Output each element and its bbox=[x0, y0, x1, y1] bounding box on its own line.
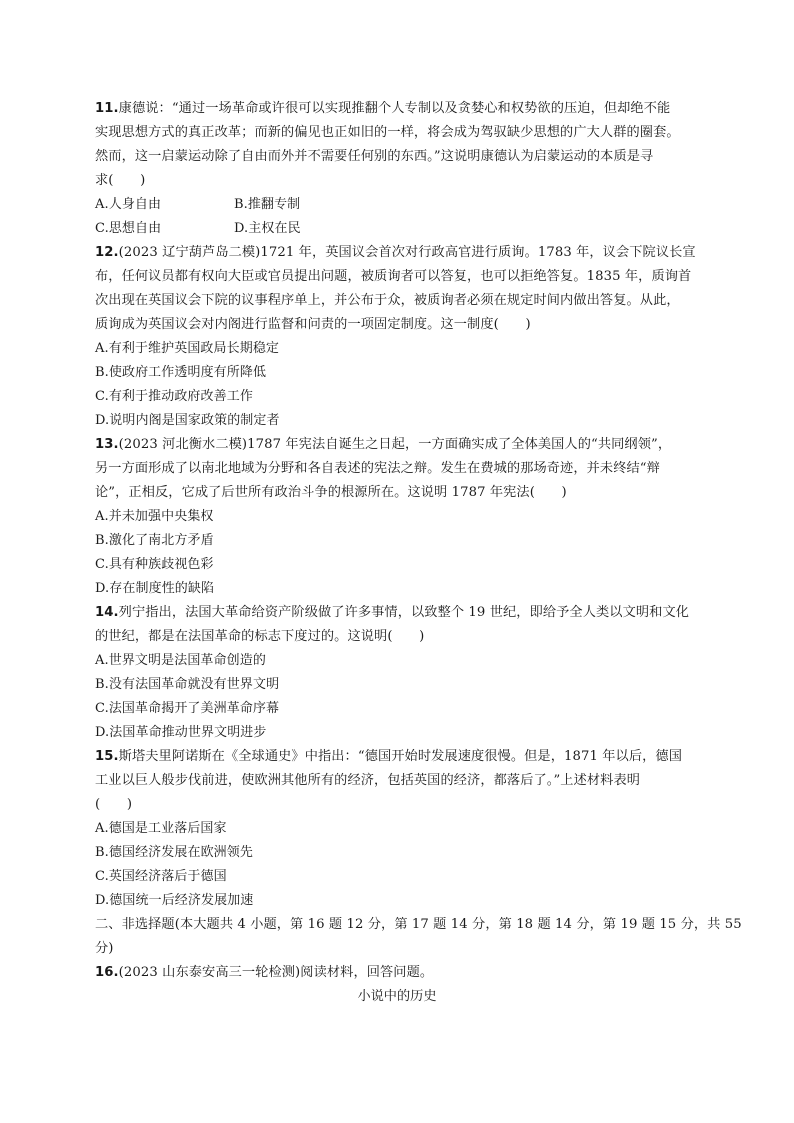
q11-options-row-2 bbox=[95, 217, 301, 241]
q14-option-d[interactable]: D.法国革命推动世界文明进步 bbox=[95, 725, 267, 740]
q16-material-title: 小说中的历史 bbox=[357, 989, 437, 1004]
q11-option-a[interactable]: A.人身自由 bbox=[95, 197, 162, 212]
q13-line-3: 论”，正相反，它成了后世所有政治斗争的根源所在。这说明 1787 年宪法( ) bbox=[95, 485, 567, 500]
q12-line-3: 次出现在英国议会下院的议事程序单上，并公布于众，被质询者必须在规定时间内做出答复。从此， bbox=[95, 293, 680, 308]
q16-number: 16. bbox=[95, 965, 119, 980]
q15-line-3: ( ) bbox=[95, 797, 133, 812]
q11-line-1: 11.康德说：“通过一场革命或许很可以实现推翻个人专制以及贪婪心和权势欲的压迫，但却绝不能 bbox=[95, 101, 671, 116]
q11-line-4: 求( ) bbox=[95, 173, 146, 188]
section-2-heading-line-2: 分) bbox=[95, 941, 114, 956]
q16-line-1: 16.(2023 山东泰安高三一轮检测)阅读材料，回答问题。 bbox=[95, 965, 434, 980]
q15-option-c[interactable]: C.英国经济落后于德国 bbox=[95, 869, 227, 884]
q12-line-1: 12.(2023 辽宁葫芦岛二模)1721 年，英国议会首次对行政高官进行质询。1783 年，议会下院议长宣 bbox=[95, 245, 696, 260]
q11-line-3: 然而，这一启蒙运动除了自由而外并不需要任何别的东西。”这说明康德认为启蒙运动的本质是寻 bbox=[95, 149, 654, 164]
q12-option-a[interactable]: A.有利于维护英国政局长期稳定 bbox=[95, 341, 280, 356]
q12-line-4: 质询成为英国议会对内阁进行监督和问责的一项固定制度。这一制度( ) bbox=[95, 317, 531, 332]
q15-option-d[interactable]: D.德国统一后经济发展加速 bbox=[95, 893, 254, 908]
q13-number: 13. bbox=[95, 437, 119, 452]
q14-option-a[interactable]: A.世界文明是法国革命创造的 bbox=[95, 653, 266, 668]
q13-option-d[interactable]: D.存在制度性的缺陷 bbox=[95, 581, 215, 596]
section-2-heading-line-1: 二、非选择题(本大题共 4 小题，第 16 题 12 分，第 17 题 14 分，第 18 题 14 分，第 19 题 15 分，共 55 bbox=[95, 917, 742, 932]
q15-option-b[interactable]: B.德国经济发展在欧洲领先 bbox=[95, 845, 253, 860]
q14-option-c[interactable]: C.法国革命揭开了美洲革命序幕 bbox=[95, 701, 280, 716]
q11-number: 11. bbox=[95, 101, 119, 116]
q14-number: 14. bbox=[95, 605, 119, 620]
q14-option-b[interactable]: B.没有法国革命就没有世界文明 bbox=[95, 677, 280, 692]
q15-option-a[interactable]: A.德国是工业落后国家 bbox=[95, 821, 227, 836]
q12-number: 12. bbox=[95, 245, 119, 260]
q15-number: 15. bbox=[95, 749, 119, 764]
q11-option-c[interactable]: C.思想自由 bbox=[95, 221, 162, 236]
q11-option-d[interactable]: D.主权在民 bbox=[234, 221, 301, 236]
q12-option-b[interactable]: B.使政府工作透明度有所降低 bbox=[95, 365, 267, 380]
q13-line-2: 另一方面形成了以南北地域为分野和各自表述的宪法之辩。发生在费城的那场奇迹，并未终结“辩 bbox=[95, 461, 660, 476]
q13-option-b[interactable]: B.激化了南北方矛盾 bbox=[95, 533, 214, 548]
q14-line-2: 的世纪，都是在法国革命的标志下度过的。这说明( ) bbox=[95, 629, 425, 644]
q12-option-d[interactable]: D.说明内阁是国家政策的制定者 bbox=[95, 413, 280, 428]
q15-line-1: 15.斯塔夫里阿诺斯在《全球通史》中指出：“德国开始时发展速度很慢。但是，1871 年以后，德国 bbox=[95, 749, 682, 764]
q13-option-a[interactable]: A.并未加强中央集权 bbox=[95, 509, 214, 524]
q14-line-1: 14.列宁指出，法国大革命给资产阶级做了许多事情，以致整个 19 世纪，即给予全人类以文明和文化 bbox=[95, 605, 690, 620]
q11-line-2: 实现思想方式的真正改革；而新的偏见也正如旧的一样，将会成为驾驭缺少思想的广大人群的圈套。 bbox=[95, 125, 680, 140]
q13-line-1: 13.(2023 河北衡水二模)1787 年宪法自诞生之日起，一方面确实成了全体美国人的“共同纲领”， bbox=[95, 437, 672, 452]
q12-line-2: 布，任何议员都有权向大臣或官员提出问题，被质询者可以答复，也可以拒绝答复。1835 年，质询首 bbox=[95, 269, 692, 284]
q13-option-c[interactable]: C.具有种族歧视色彩 bbox=[95, 557, 214, 572]
q11-options-row-1 bbox=[95, 193, 301, 217]
q15-line-2: 工业以巨人般步伐前进，使欧洲其他所有的经济，包括英国的经济，都落后了。”上述材料表明 bbox=[95, 773, 641, 788]
q11-option-b[interactable]: B.推翻专制 bbox=[234, 197, 301, 212]
q12-option-c[interactable]: C.有利于推动政府改善工作 bbox=[95, 389, 253, 404]
